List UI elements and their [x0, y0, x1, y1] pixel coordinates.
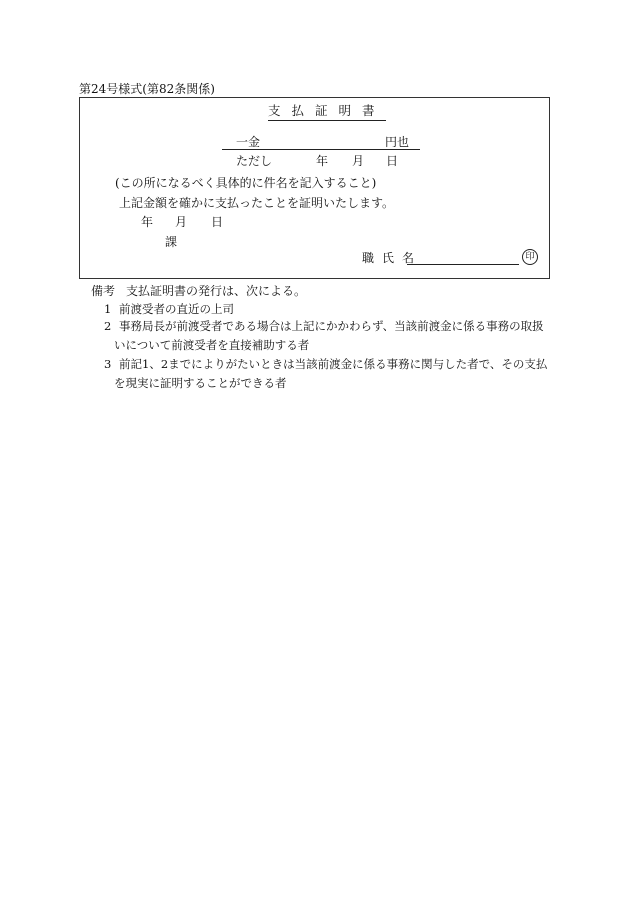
- remark-text: 事務局長が前渡受者である場合は上記にかかわらず、当該前渡金に係る事務の取扱: [119, 319, 544, 333]
- remark-text: 前記1、2までによりがたいときは当該前渡金に係る事務に関与した者で、その支払: [119, 357, 548, 371]
- form-header: 第24号様式(第82条関係): [79, 82, 215, 96]
- date-day-label: 日: [386, 154, 399, 168]
- cert-date-day-label: 日: [211, 215, 224, 229]
- section-label: 課: [165, 235, 178, 249]
- certification-text: 上記金額を確かに支払ったことを証明いたします。: [119, 196, 395, 210]
- signature-line: [407, 264, 519, 265]
- subject-note: (この所になるべく具体的に件名を記入すること): [115, 176, 377, 190]
- amount-prefix: 一金: [236, 135, 261, 149]
- cert-date-year-label: 年: [141, 215, 154, 229]
- tadashi-label: ただし: [236, 154, 273, 168]
- seal-icon: 印: [522, 249, 538, 265]
- amount-underline: [222, 149, 420, 150]
- remark-text: 前渡受者の直近の上司: [119, 302, 234, 316]
- official-name-label: 職氏名: [362, 251, 423, 265]
- form-title: 支払証明書: [268, 105, 386, 121]
- remark-number: 2: [104, 319, 112, 333]
- remark-continuation: いについて前渡受者を直接補助する者: [114, 338, 310, 352]
- amount-suffix: 円也: [385, 135, 410, 149]
- remark-number: 1: [104, 302, 112, 316]
- remarks-title: 備考: [91, 284, 116, 298]
- date-month-label: 月: [352, 154, 365, 168]
- remarks-heading: 支払証明書の発行は、次による。: [126, 284, 307, 298]
- remark-number: 3: [104, 357, 112, 371]
- cert-date-month-label: 月: [175, 215, 188, 229]
- remark-continuation: を現実に証明することができる者: [114, 376, 287, 390]
- date-year-label: 年: [316, 154, 329, 168]
